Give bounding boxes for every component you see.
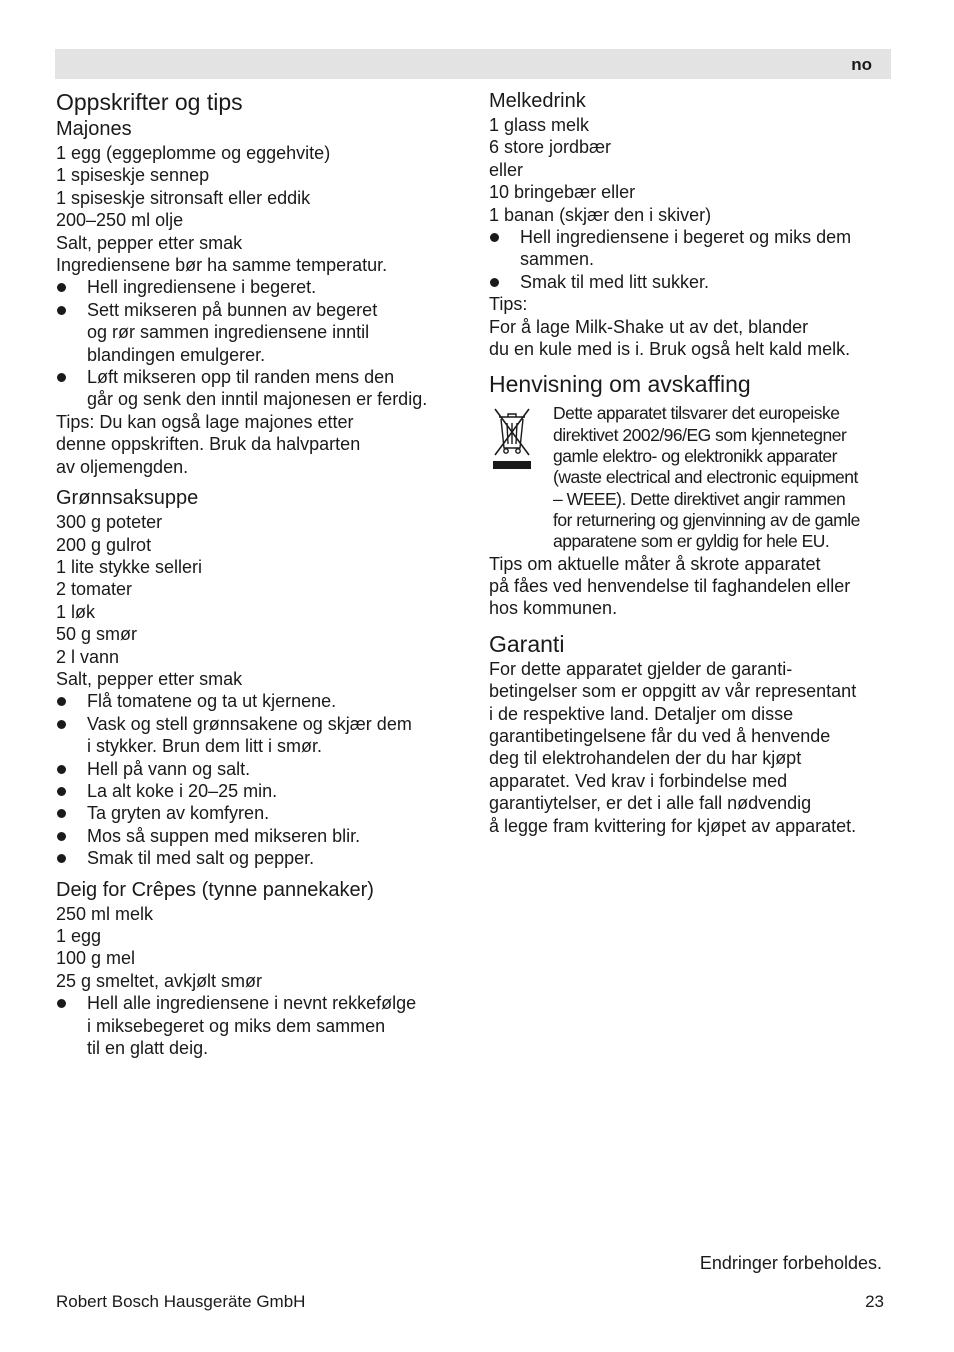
- list-item: [56, 825, 456, 847]
- text-line: 200–250 ml olje: [56, 210, 184, 231]
- section-title: Henvisning om avskaffing: [489, 371, 751, 398]
- text-line: 25 g smeltet, avkjølt smør: [56, 970, 263, 991]
- list-item-line: i miksebegeret og miks dem sammen: [87, 1015, 386, 1036]
- page-number: 23: [865, 1292, 884, 1311]
- text-line: på fåes ved henvendelse til faghandelen eller: [489, 575, 851, 596]
- text-line: 10 bringebær eller: [489, 182, 636, 203]
- page-title: Oppskrifter og tips: [56, 89, 243, 115]
- list-item-line: blandingen emulgerer.: [87, 344, 266, 365]
- list-item-line: Ta gryten av komfyren.: [87, 803, 270, 824]
- warranty-text: [489, 658, 899, 837]
- section-title: Garanti: [489, 630, 565, 657]
- text-line: Tips om aktuelle måter å skrote apparatet: [489, 553, 821, 574]
- list-item-line: Smak til med salt og pepper.: [87, 848, 315, 869]
- tips-label: Tips:: [489, 294, 528, 315]
- tips-text: Du kan også lage majones etter: [94, 411, 354, 432]
- text-line: 2 tomater: [56, 579, 133, 600]
- text-line: For dette apparatet gjelder de garanti-: [489, 658, 793, 679]
- text-line: garantibetingelsene får du ved å henvende: [489, 725, 831, 746]
- text-line: Dette apparatet tilsvarer det europeiske: [553, 403, 840, 424]
- recipe-milk: [489, 88, 899, 360]
- list-item: [56, 847, 456, 869]
- text-line: 50 g smør: [56, 624, 138, 645]
- language-header-bar: [55, 49, 891, 79]
- text-line: apparatene som er gyldig for hele EU.: [553, 531, 830, 552]
- step-list: [56, 276, 456, 410]
- text-line: apparatet. Ved krav i forbindelse med: [489, 770, 788, 791]
- recipe-heading: Grønnsaksuppe: [56, 487, 199, 510]
- step-list: [56, 992, 456, 1059]
- text-line: for returnering og gjenvinning av de gamle: [553, 509, 860, 530]
- text-line: direktivet 2002/96/EG som kjennetegner: [553, 424, 847, 445]
- text-line: (waste electrical and electronic equipment: [553, 467, 858, 488]
- recipe-crepes: [56, 877, 456, 1060]
- list-item-line: og rør sammen ingrediensene inntil: [87, 322, 370, 343]
- text-line: å legge fram kvittering for kjøpet av apparatet.: [489, 815, 857, 836]
- tips-text: [489, 316, 899, 361]
- recipe-heading: Deig for Crêpes (tynne pannekaker): [56, 878, 374, 901]
- text-line: 300 g poteter: [56, 512, 163, 533]
- list-item: [56, 802, 456, 824]
- list-item: [56, 758, 456, 780]
- list-item: [56, 299, 456, 366]
- right-column: [489, 88, 899, 837]
- list-item: [56, 780, 456, 802]
- text-line: 1 banan (skjær den i skiver): [489, 204, 712, 225]
- text-line: – WEEE). Dette direktivet angir rammen: [553, 488, 846, 509]
- list-item: [489, 271, 899, 293]
- recipe-soup: [56, 485, 456, 870]
- list-item-line: Hell alle ingrediensene i nevnt rekkefølge: [87, 993, 417, 1014]
- list-item: [56, 690, 456, 712]
- text-line: 1 egg (eggeplomme og eggehvite): [56, 143, 331, 163]
- text-line: 6 store jordbær: [489, 137, 612, 158]
- disposal-section: [489, 370, 899, 619]
- text-line: 1 glass melk: [489, 115, 590, 135]
- step-list: [56, 690, 456, 869]
- tips-paragraph: [56, 411, 456, 478]
- text-line: gamle elektro- og elektronikk apparater: [553, 446, 837, 467]
- text-line: hos kommunen.: [489, 598, 618, 619]
- text-line: garantiytelser, er det i alle fall nødvendig: [489, 793, 812, 814]
- list-item-line: La alt koke i 20–25 min.: [87, 780, 278, 801]
- ingredient-list: [489, 114, 899, 226]
- text-line: 1 løk: [56, 601, 96, 622]
- tips-text: av oljemengden.: [56, 456, 189, 477]
- step-list: [489, 226, 899, 293]
- list-item: [56, 366, 456, 411]
- recipe-heading: Majones: [56, 118, 132, 140]
- list-item-line: Løft mikseren opp til randen mens den: [87, 367, 395, 388]
- text-line: For å lage Milk-Shake ut av det, blander: [489, 316, 809, 337]
- text-line: 2 l vann: [56, 646, 120, 667]
- list-item-line: til en glatt deig.: [87, 1038, 209, 1059]
- text-line: i de respektive land. Detaljer om disse: [489, 703, 794, 724]
- tips-text: denne oppskriften. Bruk da halvparten: [56, 434, 361, 455]
- list-item: [56, 713, 456, 758]
- text-line: 200 g gulrot: [56, 534, 152, 555]
- text-line: 1 spiseskje sennep: [56, 165, 210, 186]
- warranty-section: [489, 630, 899, 837]
- list-item: [489, 226, 899, 271]
- weee-crossed-bin-icon: [489, 405, 535, 471]
- text-line: Salt, pepper etter smak: [56, 668, 243, 689]
- text-line: eller: [489, 159, 524, 180]
- weee-notice: [489, 403, 899, 552]
- recipe-majones: [56, 116, 456, 478]
- left-column: [56, 88, 456, 1059]
- text-line: Ingrediensene bør ha samme temperatur.: [56, 255, 388, 276]
- changes-reserved-note: Endringer forbeholdes.: [699, 1253, 882, 1273]
- list-item-line: Hell på vann og salt.: [87, 758, 251, 779]
- list-item-line: Smak til med litt sukker.: [520, 271, 710, 292]
- company-name: Robert Bosch Hausgeräte GmbH: [56, 1292, 306, 1311]
- text-line: Salt, pepper etter smak: [56, 232, 243, 253]
- list-item-line: Sett mikseren på bunnen av begeret: [87, 299, 378, 320]
- tips-label: Tips:: [56, 411, 95, 432]
- text-line: du en kule med is i. Bruk også helt kald melk.: [489, 339, 851, 360]
- list-item-line: Hell ingrediensene i begeret.: [87, 277, 317, 298]
- list-item-line: Hell ingrediensene i begeret og miks dem: [520, 227, 852, 248]
- list-item-line: går og senk den inntil majonesen er ferdig.: [87, 389, 428, 410]
- disposal-tips: [489, 553, 899, 620]
- list-item-line: Vask og stell grønnsakene og skjær dem: [87, 713, 412, 734]
- text-line: 1 spiseskje sitronsaft eller eddik: [56, 187, 311, 208]
- list-item: [56, 276, 456, 298]
- language-code: no: [851, 55, 872, 74]
- weee-text: [553, 403, 899, 552]
- list-item-line: Flå tomatene og ta ut kjernene.: [87, 691, 337, 712]
- ingredient-list: [56, 903, 456, 993]
- text-line: 1 egg: [56, 926, 102, 946]
- list-item-line: sammen.: [520, 249, 595, 270]
- text-line: betingelser som er oppgitt av vår representant: [489, 681, 857, 702]
- text-line: 100 g mel: [56, 948, 136, 969]
- text-line: deg til elektrohandelen der du har kjøpt: [489, 748, 802, 769]
- list-item-line: Mos så suppen med mikseren blir.: [87, 825, 361, 846]
- ingredient-list: [56, 511, 456, 690]
- text-line: 1 lite stykke selleri: [56, 556, 203, 577]
- list-item-line: i stykker. Brun dem litt i smør.: [87, 736, 323, 757]
- recipe-heading: Melkedrink: [489, 90, 586, 112]
- list-item: [56, 992, 456, 1059]
- text-line: 250 ml melk: [56, 903, 154, 924]
- ingredient-list: [56, 142, 456, 276]
